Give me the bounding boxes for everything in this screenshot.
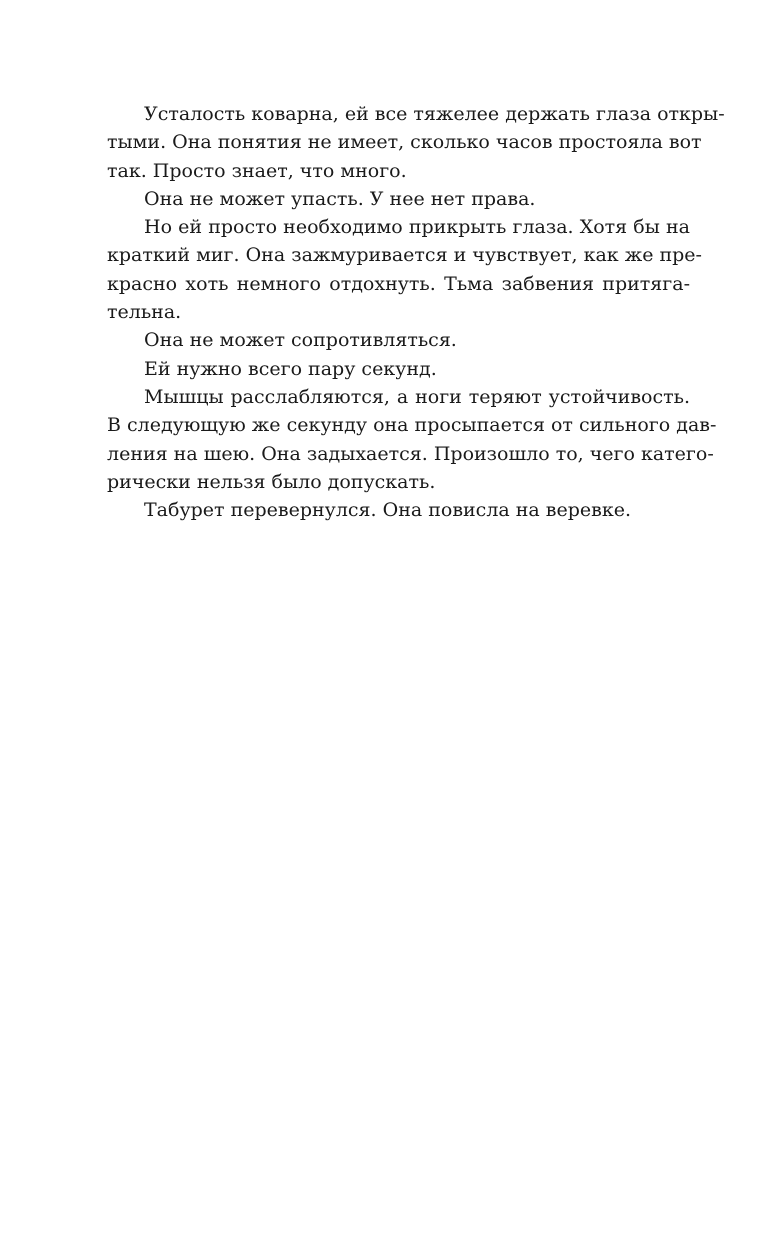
body-text [107,100,725,524]
paragraph-1 [107,100,725,185]
text-line: красно хоть немного отдохнуть. Тьма забвения притяга- [107,272,690,295]
paragraph-3 [107,213,702,326]
paragraph-2 [107,185,690,213]
text-line: так. Просто знает, что много. [107,159,407,182]
paragraph-4 [107,326,690,354]
text-line: Усталость коварна, ей все тяжелее держать глаза откры- [144,103,725,125]
text-line: Но ей просто необходимо прикрыть глаза. Хотя бы на [144,216,690,239]
text-line: краткий миг. Она зажмуривается и чувствует, как же пре- [107,244,702,267]
paragraph-7 [107,496,690,524]
text-line: тельна. [107,301,182,324]
paragraph-6 [107,383,717,496]
text-line: Табурет перевернулся. Она повисла на веревке. [144,499,631,522]
text-line: рически нельзя было допускать. [107,470,436,493]
text-line: Она не может сопротивляться. [144,329,457,352]
text-line: ления на шею. Она задыхается. Произошло то, чего катего- [107,442,714,465]
text-line: Ей нужно всего пару секунд. [144,357,437,380]
text-line: Она не может упасть. У нее нет права. [144,187,536,210]
text-line: Мышцы расслабляются, а ноги теряют устойчивость. [144,385,690,408]
text-line: В следующую же секунду она просыпается от сильного дав- [107,414,717,437]
paragraph-5 [107,355,690,383]
text-line: тыми. Она понятия не имеет, сколько часов простояла вот [107,131,702,154]
